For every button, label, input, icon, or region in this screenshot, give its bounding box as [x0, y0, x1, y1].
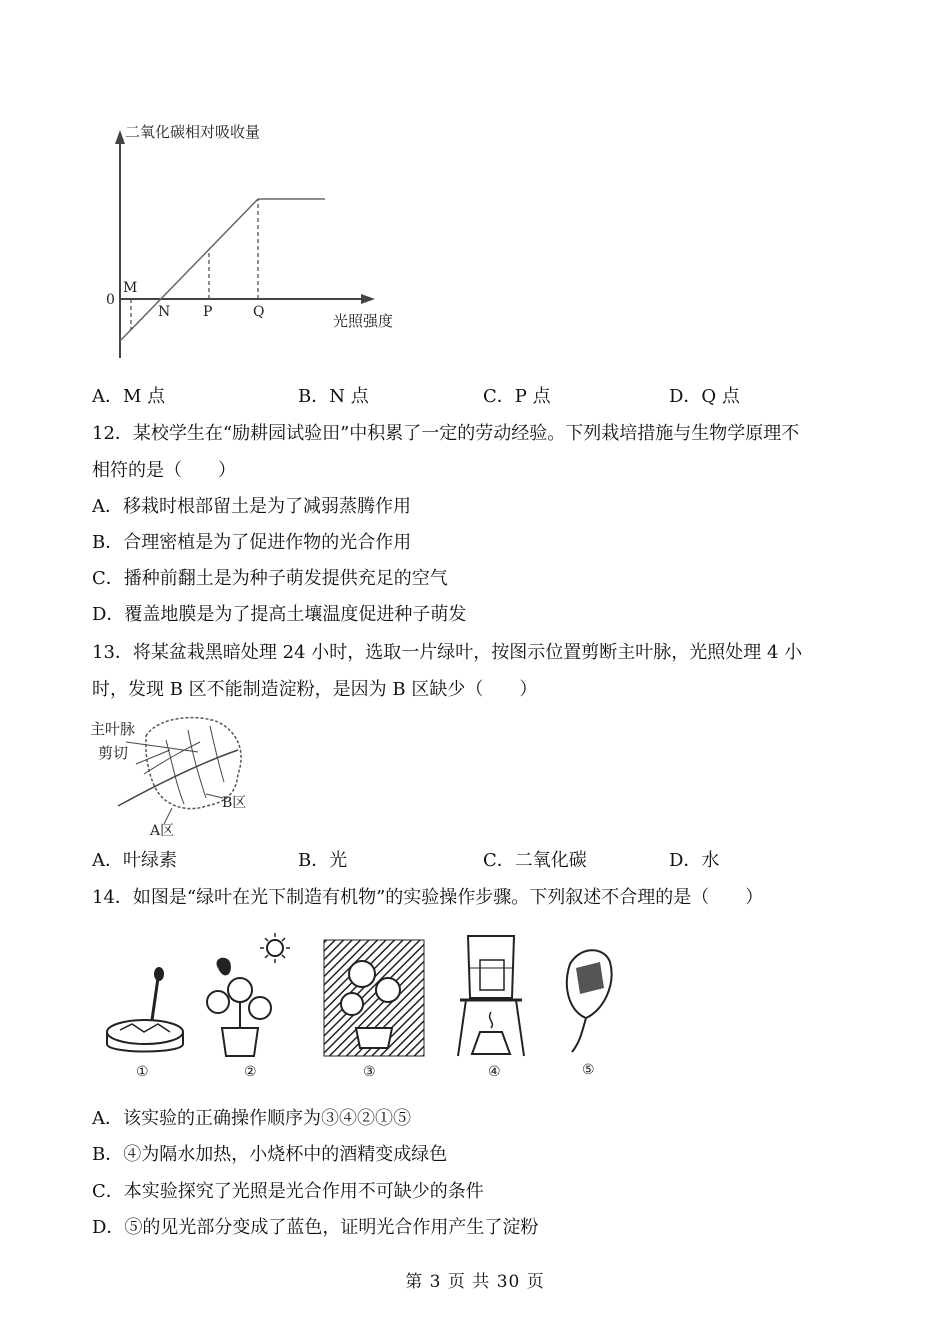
- q12-option-c: C．播种前翻土是为种子萌发提供充足的空气: [92, 568, 448, 589]
- q11-option-b: B．N 点: [298, 386, 369, 407]
- q13-option-b: B．光: [298, 850, 348, 871]
- q13-option-c: C．二氧化碳: [483, 850, 587, 871]
- leaf-label-main-vein: 主叶脉: [90, 720, 136, 738]
- q14-option-a: A．该实验的正确操作顺序为③④②①⑤: [92, 1108, 411, 1129]
- q12-stem-line1: 12．某校学生在“励耕园试验田”中积累了一定的劳动经验。下列栽培措施与生物学原理不: [92, 423, 800, 444]
- leaf-label-a-zone: A区: [150, 823, 175, 839]
- step-label-5: ⑤: [582, 1062, 595, 1078]
- step-label-1: ①: [136, 1064, 149, 1080]
- q12-option-b: B．合理密植是为了促进作物的光合作用: [92, 532, 412, 553]
- q11-option-c: C．P 点: [483, 386, 551, 407]
- step5-leaf-icon: [567, 950, 612, 1052]
- q14-option-c: C．本实验探究了光照是光合作用不可缺少的条件: [92, 1181, 484, 1202]
- step-label-2: ②: [244, 1064, 257, 1080]
- graph-point-q: Q: [253, 304, 265, 320]
- leaf-label-b-zone: B区: [222, 795, 247, 811]
- graph-xlabel: 光照强度: [333, 312, 394, 330]
- step-label-3: ③: [363, 1064, 376, 1080]
- leaf-label-cut: 剪切: [98, 744, 129, 762]
- co2-light-graph: [95, 118, 415, 363]
- q13-option-a: A．叶绿素: [92, 850, 177, 871]
- step-label-4: ④: [488, 1064, 501, 1080]
- step4-water-bath-icon: [458, 936, 524, 1056]
- q13-option-d: D．水: [669, 850, 720, 871]
- q12-stem-line2: 相符的是（ ）: [92, 460, 236, 481]
- step1-dish-icon: [107, 967, 183, 1052]
- page-footer: 第 3 页 共 30 页: [405, 1272, 545, 1292]
- step2-plant-sun-icon: [207, 933, 290, 1056]
- q12-option-a: A．移栽时根部留土是为了减弱蒸腾作用: [92, 496, 411, 517]
- q14-stem-line1: 14．如图是“绿叶在光下制造有机物”的实验操作步骤。下列叙述不合理的是（ ）: [92, 887, 764, 908]
- q12-option-d: D．覆盖地膜是为了提高土壤温度促进种子萌发: [92, 604, 467, 625]
- graph-point-n: N: [158, 304, 171, 320]
- graph-point-p: P: [203, 304, 213, 320]
- graph-origin: 0: [106, 292, 115, 308]
- step3-dark-box-icon: [324, 940, 424, 1056]
- leaf-figure: [88, 712, 258, 842]
- q11-option-a: A．M 点: [92, 386, 166, 407]
- q11-option-d: D．Q 点: [669, 386, 740, 407]
- q14-option-d: D．⑤的见光部分变成了蓝色，证明光合作用产生了淀粉: [92, 1217, 539, 1238]
- graph-ylabel: 二氧化碳相对吸收量: [125, 123, 261, 141]
- q13-stem-line1: 13．将某盆栽黑暗处理 24 小时，选取一片绿叶，按图示位置剪断主叶脉，光照处理 4 小: [92, 642, 803, 663]
- q13-stem-line2: 时，发现 B 区不能制造淀粉，是因为 B 区缺少（ ）: [92, 679, 538, 700]
- graph-point-m: M: [123, 280, 138, 296]
- q14-option-b: B．④为隔水加热，小烧杯中的酒精变成绿色: [92, 1144, 448, 1165]
- experiment-steps-figure: [100, 928, 620, 1088]
- steps-svg: [100, 928, 620, 1088]
